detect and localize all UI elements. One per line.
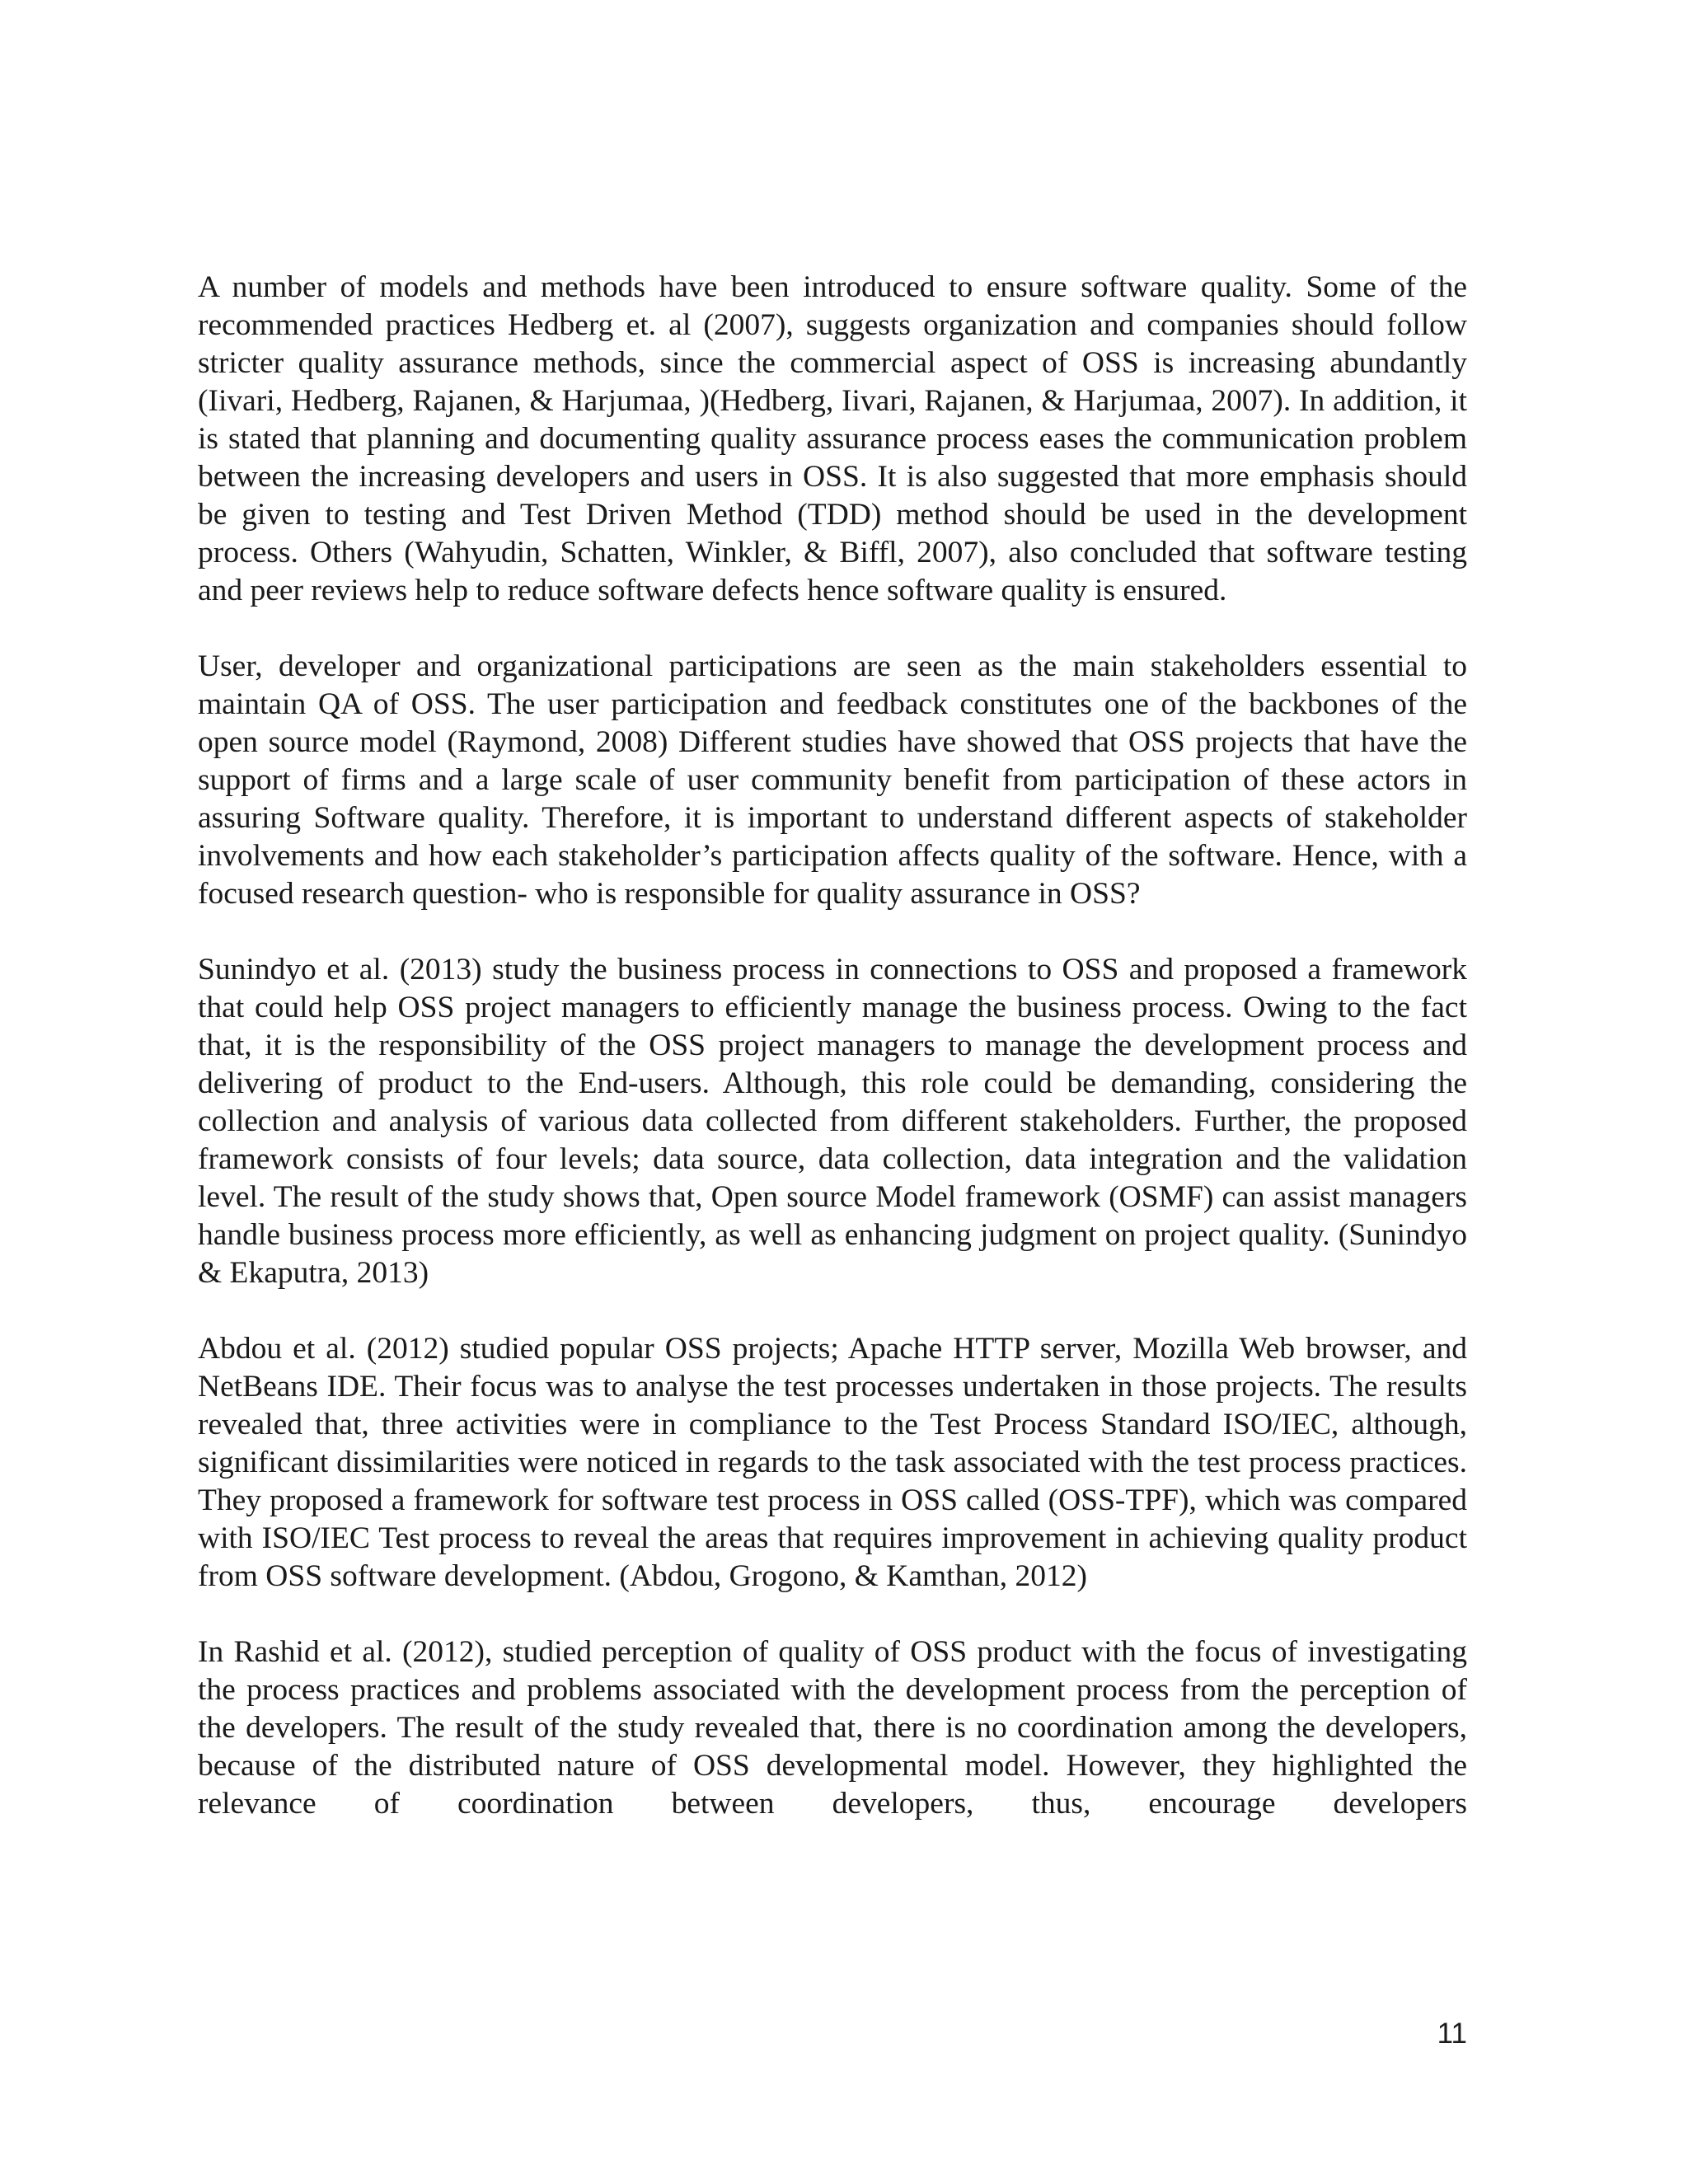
paragraph-stakeholders: User, developer and organizational participations are seen as the main stakeholders essential to maintain QA of OSS. The user participation and feedback constitutes one of the backbones of the open source model (Raymond, 2008) Different studies have showed that OSS projects that have the support of firms and a large scale of user community benefit from participation of these actors in assuring Software quality. Therefore, it is important to understand different aspects of stakeholder involvements and how each stakeholder’s participation affects quality of the software. Hence, with a focused research question- who is responsible for quality assurance in OSS? bbox=[198, 649, 1467, 911]
page-number: 11 bbox=[1437, 2018, 1467, 2050]
paragraph-rashid: In Rashid et al. (2012), studied perception of quality of OSS product with the focus of investigating the process practices and problems associated with the development process from the perception of the developers. The result of the study revealed that, there is no coordination among the developers, because of the distributed nature of OSS developmental model. However, they highlighted the relevance of coordination between developers, thus, encourage developers bbox=[198, 1635, 1467, 1821]
paragraph-abdou: Abdou et al. (2012) studied popular OSS projects; Apache HTTP server, Mozilla Web browser, and NetBeans IDE. Their focus was to analyse the test processes undertaken in those projects. The results revealed that, three activities were in compliance to the Test Process Standard ISO/IEC, although, significant dissimilarities were noticed in regards to the task associated with the test process practices. They proposed a framework for software test process in OSS called (OSS-TPF), which was compared with ISO/IEC Test process to reveal the areas that requires improvement in achieving quality product from OSS software development. (Abdou, Grogono, & Kamthan, 2012) bbox=[198, 1332, 1467, 1593]
paragraph-quality-models: A number of models and methods have been introduced to ensure software quality. Some of the recommended practices Hedberg et. al (2007), suggests organization and companies should follow stricter quality assurance methods, since the commercial aspect of OSS is increasing abundantly (Iivari, Hedberg, Rajanen, & Harjumaa, )(Hedberg, Iivari, Rajanen, & Harjumaa, 2007). In addition, it is stated that planning and documenting quality assurance process eases the communication problem between the increasing developers and users in OSS. It is also suggested that more emphasis should be given to testing and Test Driven Method (TDD) method should be used in the development process. Others (Wahyudin, Schatten, Winkler, & Biffl, 2007), also concluded that software testing and peer reviews help to reduce software defects hence software quality is ensured. bbox=[198, 270, 1467, 607]
paragraph-sunindyo: Sunindyo et al. (2013) study the business process in connections to OSS and proposed a framework that could help OSS project managers to efficiently manage the business process. Owing to the fact that, it is the responsibility of the OSS project managers to manage the development process and delivering of product to the End-users. Although, this role could be demanding, considering the collection and analysis of various data collected from different stakeholders. Further, the proposed framework consists of four levels; data source, data collection, data integration and the validation level. The result of the study shows that, Open source Model framework (OSMF) can assist managers handle business process more efficiently, as well as enhancing judgment on project quality. (Sunindyo & Ekaputra, 2013) bbox=[198, 953, 1467, 1290]
body-text bbox=[198, 269, 1467, 1861]
